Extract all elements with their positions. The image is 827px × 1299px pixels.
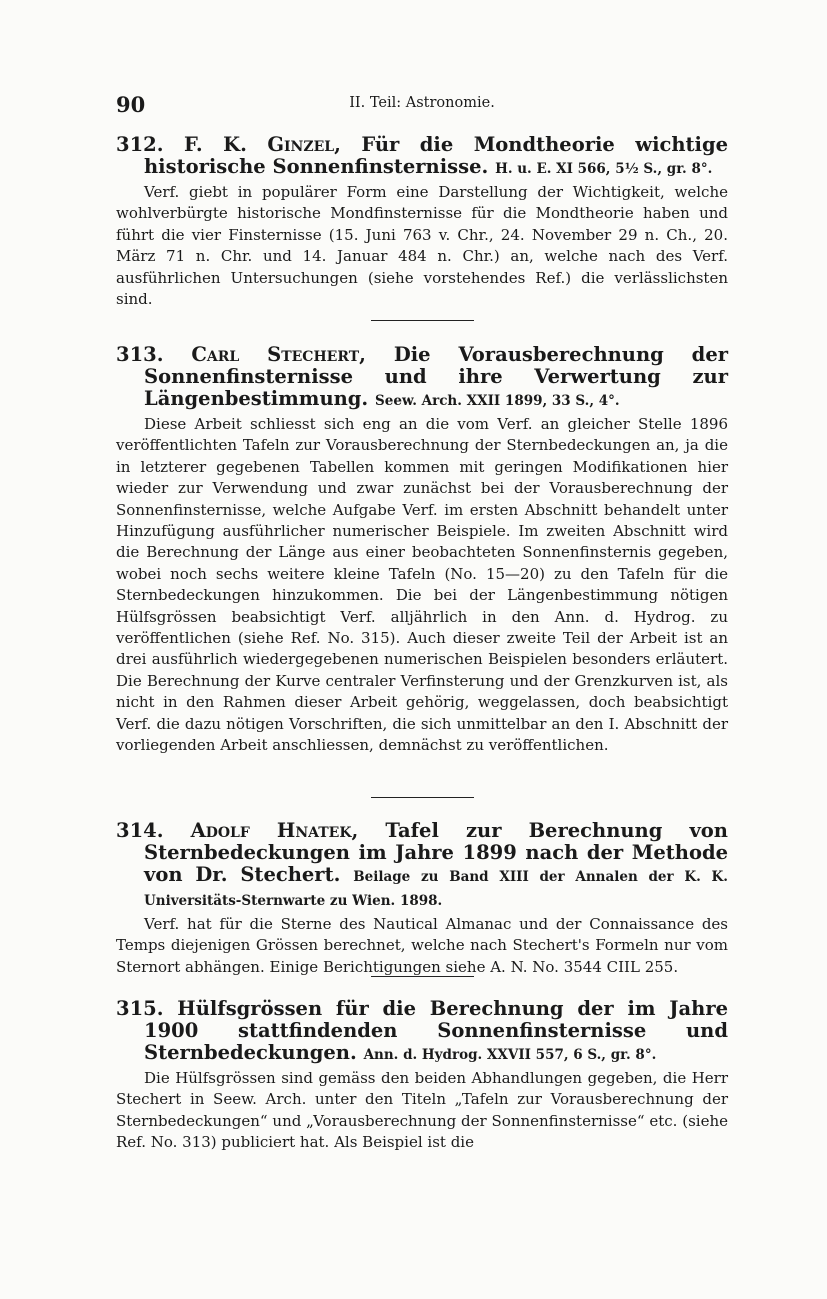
entry-author: Adolf Hnatek,	[190, 819, 359, 842]
entry-citation: Seew. Arch. XXII 1899, 33 S., 4°.	[375, 393, 620, 409]
entry-author: Carl Stechert,	[191, 343, 366, 366]
entry-title: Die Vorausberechnung der Sonnenfinsternisse und ihre Verwertung zur Längenbestimmung.	[144, 343, 728, 410]
entry-314	[116, 820, 728, 978]
separator-rule	[371, 320, 474, 321]
entry-312	[116, 134, 728, 310]
entry-title: Hülfsgrössen für die Berechnung der im Jahre 1900 stattfindenden Sonnenfinsternisse und Sternbedeckungen.	[144, 997, 728, 1064]
entry-author: F. K. Ginzel,	[183, 133, 341, 156]
page-header	[116, 92, 728, 116]
entry-number: 312.	[116, 133, 164, 156]
separator-rule	[371, 976, 474, 977]
entry-number: 314.	[116, 819, 164, 842]
page-number: 90	[116, 92, 146, 117]
entry-315	[116, 998, 728, 1154]
entry-number: 313.	[116, 343, 164, 366]
entry-heading	[116, 134, 728, 180]
entry-body: Verf. hat für die Sterne des Nautical Almanac und der Connaissance des Temps diejenigen Grössen berechnet, welche nach Stechert's Formeln nur vom Sternort abhängen. Einige Berichtigungen siehe A. N. No. 3544 CIIL 255.	[116, 915, 728, 976]
entry-heading	[116, 820, 728, 912]
entry-number: 315.	[116, 997, 164, 1020]
entry-citation: Ann. d. Hydrog. XXVII 557, 6 S., gr. 8°.	[363, 1047, 657, 1063]
entry-citation: Beilage zu Band XIII der Annalen der K. K. Universitäts-Sternwarte zu Wien. 1898.	[144, 869, 728, 909]
entry-body: Verf. giebt in populärer Form eine Darstellung der Wichtigkeit, welche wohlverbürgte historische Mondfinsternisse für die Mondtheorie haben und führt die vier Finsternisse (15. Juni 763 v. Chr., 24. November 29 n. Ch., 20. März 71 n. Chr. und 14. Januar 484 n. Chr.) an, welche nach des Verf. ausführlichen Untersuchungen (siehe vorstehendes Ref.) die verlässlichsten sind.	[116, 183, 728, 309]
entry-body: Die Hülfsgrössen sind gemäss den beiden Abhandlungen gegeben, die Herr Stechert in Seew. Arch. unter den Titeln „Tafeln zur Vorausberechnung der Sternbedeckungen“ und „Vorausberechnung der Sonnenfinsternisse“ etc. (siehe Ref. No. 313) publiciert hat. Als Beispiel ist die	[116, 1069, 728, 1152]
entry-313	[116, 344, 728, 757]
entry-citation: H. u. E. XI 566, 5½ S., gr. 8°.	[495, 161, 713, 177]
entry-body: Diese Arbeit schliesst sich eng an die vom Verf. an gleicher Stelle 1896 veröffentlichten Tafeln zur Vorausberechnung der Sternbedeckungen an, ja die in letzterer gegebenen Tabellen kommen mit geringen Modifikationen hier wieder zur Verwendung und zwar zunächst bei der Vorausberechnung der Sonnenfinsternisse, welche Aufgabe Verf. im ersten Abschnitt behandelt unter Hinzufügung ausführlicher numerischer Beispiele. Im zweiten Abschnitt wird die Berechnung der Länge aus einer beobachteten Sonnenfinsternis gegeben, wobei noch sechs weitere kleine Tafeln (No. 15—20) zu den Tafeln für die Sternbedeckungen hinzukommen. Die bei der Längenbestimmung nötigen Hülfsgrössen beabsichtigt Verf. alljährlich in den Ann. d. Hydrog. zu veröffentlichen (siehe Ref. No. 315). Auch dieser zweite Teil der Arbeit ist an drei ausführlich wiedergegebenen numerischen Beispielen besonders erläutert. Die Berechnung der Kurve centraler Verfinsterung und der Grenzkurven ist, als nicht in den Rahmen dieser Arbeit gehörig, weggelassen, doch beabsichtigt Verf. die dazu nötigen Vorschriften, die sich unmittelbar an den I. Abschnitt der vorliegenden Arbeit anschliessen, demnächst zu veröffentlichen.	[116, 415, 728, 755]
running-title: II. Teil: Astronomie.	[349, 95, 495, 111]
entry-title: Tafel zur Berechnung von Sternbedeckungen im Jahre 1899 nach der Methode von Dr. Stechert.	[144, 819, 728, 886]
entry-title: Für die Mondtheorie wichtige historische Sonnenfinsternisse.	[144, 133, 728, 178]
entry-heading	[116, 344, 728, 412]
separator-rule	[371, 797, 474, 798]
entry-heading	[116, 998, 728, 1066]
